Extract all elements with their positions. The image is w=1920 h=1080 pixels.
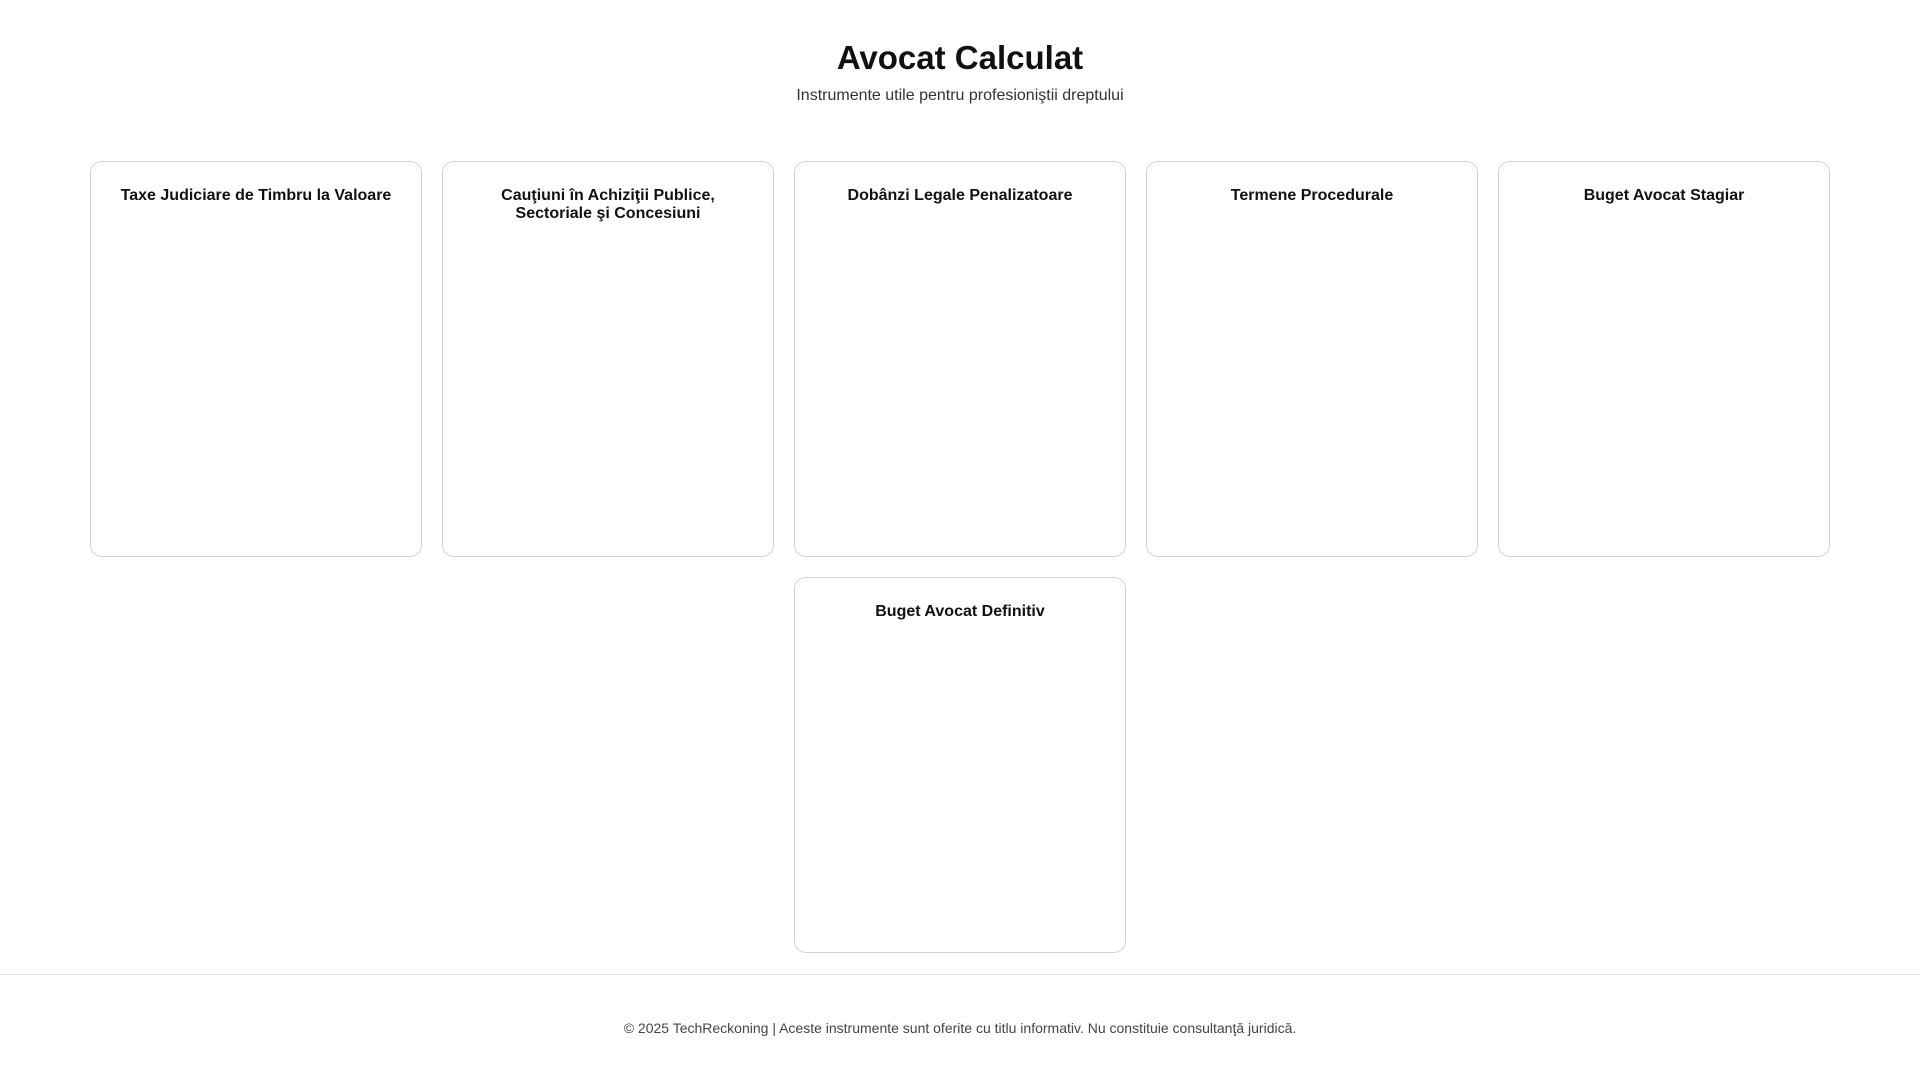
footer-text: © 2025 TechReckoning | Aceste instrumente sunt oferite cu titlu informativ. Nu constituie consultanţă juridică. — [623, 1020, 1297, 1036]
site-header — [0, 0, 1920, 106]
tool-card-title: Taxe Judiciare de Timbru la Valoare — [120, 187, 392, 204]
tool-card-cautiuni[interactable] — [442, 161, 774, 557]
tool-card-title: Dobânzi Legale Penalizatoare — [847, 187, 1073, 204]
footer-divider — [0, 974, 1920, 975]
tool-card-title: Termene Procedurale — [1230, 187, 1394, 204]
tool-card-taxe-judiciare[interactable] — [90, 161, 422, 557]
site-subtitle: Instrumente utile pentru profesioniştii dreptului — [796, 87, 1124, 104]
tool-card-buget-stagiar[interactable] — [1498, 161, 1830, 557]
tool-card-buget-definitiv[interactable] — [794, 577, 1126, 953]
tool-card-dobanzi-legale[interactable] — [794, 161, 1126, 557]
site-footer — [0, 1019, 1920, 1037]
tool-card-title: Cauţiuni în Achiziţii Publice, Sectoriale şi Concesiuni — [501, 187, 715, 222]
tool-card-title: Buget Avocat Stagiar — [1583, 187, 1745, 204]
tools-grid — [90, 161, 1830, 953]
tool-card-termene-procedurale[interactable] — [1146, 161, 1478, 557]
tool-card-title: Buget Avocat Definitiv — [875, 603, 1045, 620]
site-title: Avocat Calculat — [836, 39, 1084, 76]
